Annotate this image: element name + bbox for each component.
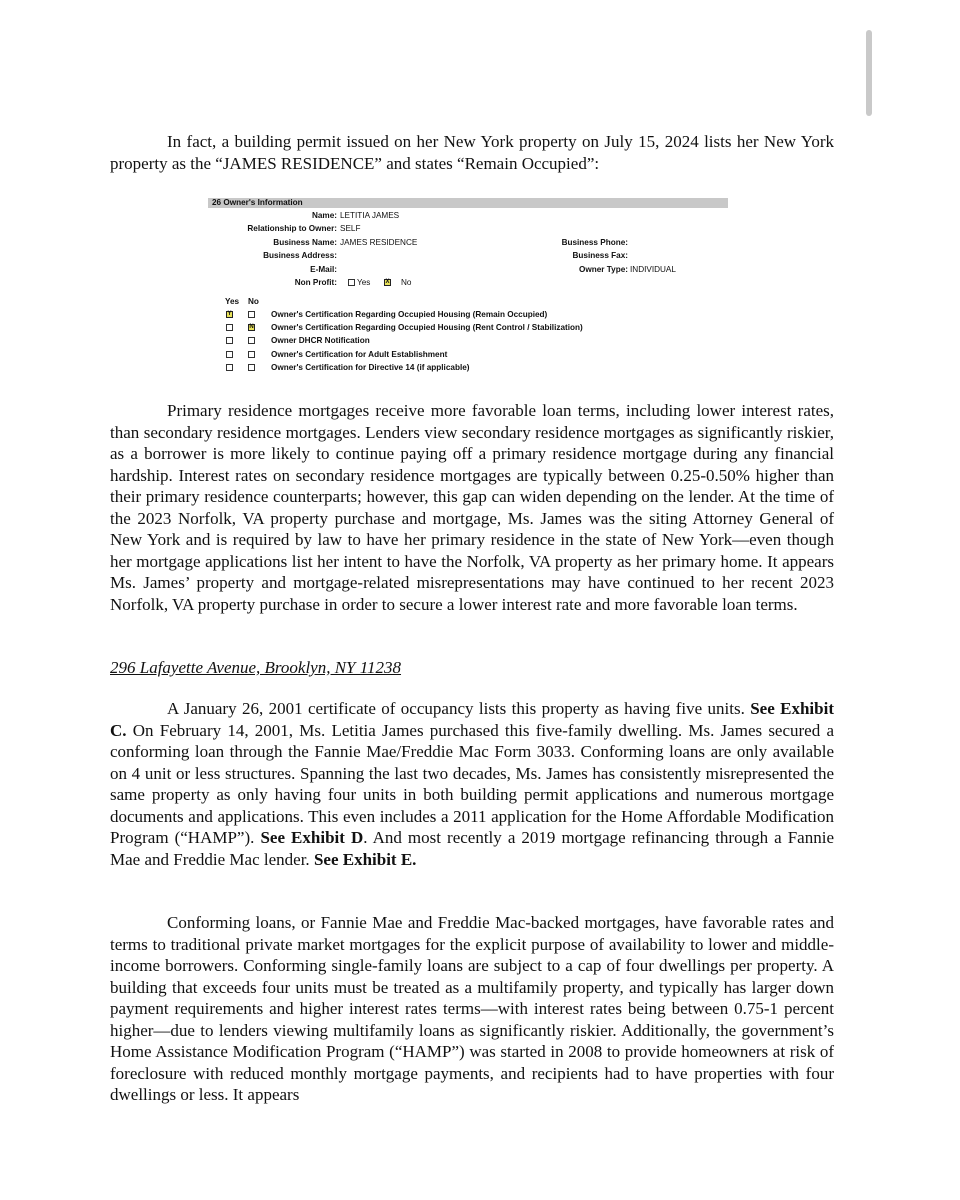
paragraph-permit: [110, 131, 834, 174]
exhibit-d-reference: See Exhibit D: [260, 828, 364, 847]
business-name-label: Business Name:: [273, 238, 337, 247]
text-run: On February 14, 2001, Ms. Letitia James purchased this five-family dwelling. Ms. James secured a conforming loan through the Fannie Mae/Freddie Mac Form 3033. Conforming loans are only available on 4 unit or less structures. Spanning the last two decades, Ms. James has consistently misrepresented the same property as only having four units in both building permit applications and numerous mortgage documents and applications. This even includes a 2011 application for the Home Affordable Modification Program (“HAMP”).: [110, 720, 834, 847]
scrollbar[interactable]: [866, 30, 872, 116]
text-run: . And most recently a 2019 mortgage refinancing through a Fannie Mae and Freddie Mac lender.: [110, 828, 834, 869]
paragraph-certificate-text: [110, 698, 834, 870]
cert-label: Owner's Certification for Adult Establishment: [271, 350, 448, 359]
exhibit-c-reference: See Exhibit C.: [110, 699, 834, 740]
business-fax-label: Business Fax:: [572, 251, 628, 260]
business-address-label: Business Address:: [263, 251, 337, 260]
column-yes-header: Yes: [225, 297, 240, 306]
cert-no-checkbox: [248, 364, 255, 371]
exhibit-e-reference: See Exhibit E.: [313, 849, 417, 869]
form-section-title: 26 Owner's Information: [208, 198, 728, 208]
paragraph-primary-residence: [110, 400, 834, 615]
paragraph-certificate: [110, 698, 834, 870]
cert-yes-checkbox: [226, 364, 233, 371]
owners-information-form-image: [208, 196, 730, 376]
non-profit-no-checkbox: X: [385, 279, 390, 285]
non-profit-label: Non Profit:: [294, 278, 337, 287]
name-value: LETITIA JAMES: [340, 211, 400, 220]
paragraph-conforming-loans-text: Conforming loans, or Fannie Mae and Freddie Mac-backed mortgages, have favorable rates and terms to traditional private market mortgages for the explicit purpose of availability to lower and middle-income borrowers. Conforming single-family loans are subject to a cap of four dwellings per property. A building that exceeds four units must be treated as a multifamily property, and typically has larger down payment requirements and higher interest rates terms—with interest rates being between 0.75-1 percent higher—due to lenders viewing multifamily loans as significantly riskier. Additionally, the government’s Home Assistance Modification Program (“HAMP”) was started in 2008 to provide homeowners at risk of foreclosure with reduced monthly mortgage payments, and recipients had to have properties with four dwellings or less. It appears: [110, 913, 834, 1104]
cert-yes-checkbox: [226, 324, 233, 331]
non-profit-yes-checkbox: [348, 279, 355, 286]
cert-label: Owner's Certification for Directive 14 (if applicable): [271, 363, 470, 372]
cert-label: Owner DHCR Notification: [271, 336, 370, 345]
cert-label: Owner's Certification Regarding Occupied Housing (Remain Occupied): [271, 310, 548, 319]
cert-no-checkbox: [248, 351, 255, 358]
column-no-header: No: [248, 297, 259, 306]
paragraph-conforming-loans: [110, 912, 834, 1106]
cert-yes-checkbox: [226, 351, 233, 358]
section-heading-lafayette: 296 Lafayette Avenue, Brooklyn, NY 11238: [110, 658, 402, 677]
non-profit-no-label: No: [401, 278, 412, 287]
cert-yes-checkbox: Y: [227, 311, 232, 317]
business-phone-label: Business Phone:: [561, 238, 628, 247]
paragraph-permit-text: In fact, a building permit issued on her New York property on July 15, 2024 lists her New York property as the “JAMES RESIDENCE” and states “Remain Occupied”:: [110, 132, 834, 173]
owner-type-label: Owner Type:: [579, 265, 628, 274]
business-name-value: JAMES RESIDENCE: [340, 238, 418, 247]
relationship-value: SELF: [340, 224, 361, 233]
cert-label: Owner's Certification Regarding Occupied Housing (Rent Control / Stabilization): [271, 323, 583, 332]
paragraph-primary-residence-text: Primary residence mortgages receive more favorable loan terms, including lower interest rates, than secondary residence mortgages. Lenders view secondary residence mortgages as significantly riskier, as a borrower is more likely to continue paying off a primary residence mortgage during any financial hardship. Interest rates on secondary residence mortgages are typically between 0.25-0.50% higher than their primary residence counterparts; however, this gap can widen depending on the lender. At the time of the 2023 Norfolk, VA property purchase and mortgage, Ms. James was the siting Attorney General of New York and is required by law to have her primary residence in the state of New York—even though her mortgage applications list her intent to have the Norfolk, VA property as her primary home. It appears Ms. James’ property and mortgage-related misrepresentations may have continued to her recent 2023 Norfolk, VA property purchase in order to secure a lower interest rate and more favorable loan terms.: [110, 401, 834, 614]
relationship-label: Relationship to Owner:: [247, 224, 337, 233]
name-label: Name:: [311, 211, 337, 220]
cert-no-checkbox: [248, 311, 255, 318]
cert-no-checkbox: [248, 337, 255, 344]
owner-type-value: INDIVIDUAL: [630, 265, 676, 274]
email-label: E-Mail:: [310, 265, 337, 274]
cert-yes-checkbox: [226, 337, 233, 344]
non-profit-yes-label: Yes: [357, 278, 371, 287]
text-run: A January 26, 2001 certificate of occupancy lists this property as having five units.: [167, 699, 745, 718]
cert-no-checkbox: N: [249, 324, 254, 330]
